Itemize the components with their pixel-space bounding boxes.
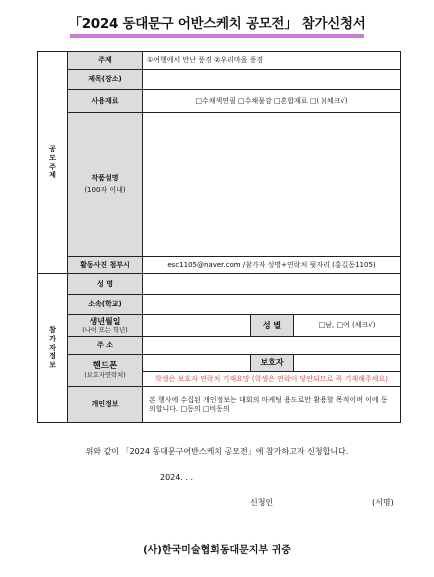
photo-label: 활동사진 첨부시 bbox=[68, 257, 143, 274]
statement: 위와 같이 「2024 동대문구어반스케치 공모전」에 참가하고자 신청합니다. bbox=[85, 447, 349, 456]
name-label: 성 명 bbox=[68, 274, 143, 295]
signature-label: (서명) bbox=[372, 498, 394, 507]
affiliation-label: 소속(학교) bbox=[68, 295, 143, 315]
theme-label: 주제 bbox=[68, 52, 143, 70]
title-underline bbox=[70, 34, 364, 38]
title-label: 제목(장소) bbox=[68, 70, 143, 90]
photo-value: esc1105@naver.com /참가자 성명+연락처 뒷자리 (홍길동1105) bbox=[143, 257, 401, 274]
birth-sub: (나이 또는 학년) bbox=[82, 326, 128, 334]
address-label: 주 소 bbox=[68, 337, 143, 355]
materials-options[interactable]: □수채색연필 □수채물감 □혼합재료 □( )(체크√) bbox=[143, 90, 401, 113]
guardian-note: 학생은 보호자 연락처 기재요망 (학생은 연락이 닿안되므로 꼭 기재해주세요) bbox=[143, 372, 401, 387]
description-sub: (100자 이내) bbox=[84, 186, 126, 194]
phone-field[interactable] bbox=[143, 355, 251, 372]
name-field[interactable] bbox=[143, 274, 401, 295]
guardian-label: 보호자 bbox=[251, 355, 294, 372]
guardian-field[interactable] bbox=[294, 355, 401, 372]
birth-field[interactable] bbox=[143, 315, 251, 337]
gender-options[interactable]: □남, □여 (체크√) bbox=[294, 315, 401, 337]
title-field[interactable] bbox=[143, 70, 401, 90]
footer-recipient: (사)한국미술협회동대문지부 귀중 bbox=[143, 545, 291, 556]
phone-sub: (보호자연락처) bbox=[84, 371, 126, 379]
birth-label: 생년월일 (나이 또는 학년) bbox=[68, 315, 143, 337]
materials-label: 사용재료 bbox=[68, 90, 143, 113]
application-form-table bbox=[37, 51, 401, 423]
privacy-label: 개인정보 bbox=[68, 387, 143, 423]
phone-label: 핸드폰 (보호자연락처) bbox=[68, 355, 143, 387]
date: 2024. . . bbox=[160, 473, 194, 482]
description-label: 작품설명 (100자 이내) bbox=[68, 113, 143, 257]
gender-label: 성 별 bbox=[251, 315, 294, 337]
affiliation-field[interactable] bbox=[143, 295, 401, 315]
section-participant: 참 가 자 정 보 bbox=[38, 274, 68, 423]
theme-options[interactable]: ①여행에서 만난 풍경 ②우리마을 풍경 bbox=[143, 52, 401, 70]
section-contest: 공 모 주 제 bbox=[38, 52, 68, 274]
privacy-consent[interactable]: 본 행사에 수집된 개인정보는 대회의 마케팅 용도로만 활용할 목적이며 이에 동의합니다. □동의 □비동의 bbox=[143, 387, 401, 423]
address-field[interactable] bbox=[143, 337, 401, 355]
form-title: 「2024 동대문구 어반스케치 공모전」 참가신청서 bbox=[68, 16, 366, 32]
description-field[interactable] bbox=[143, 113, 401, 257]
applicant-label: 신청인 bbox=[250, 498, 274, 507]
